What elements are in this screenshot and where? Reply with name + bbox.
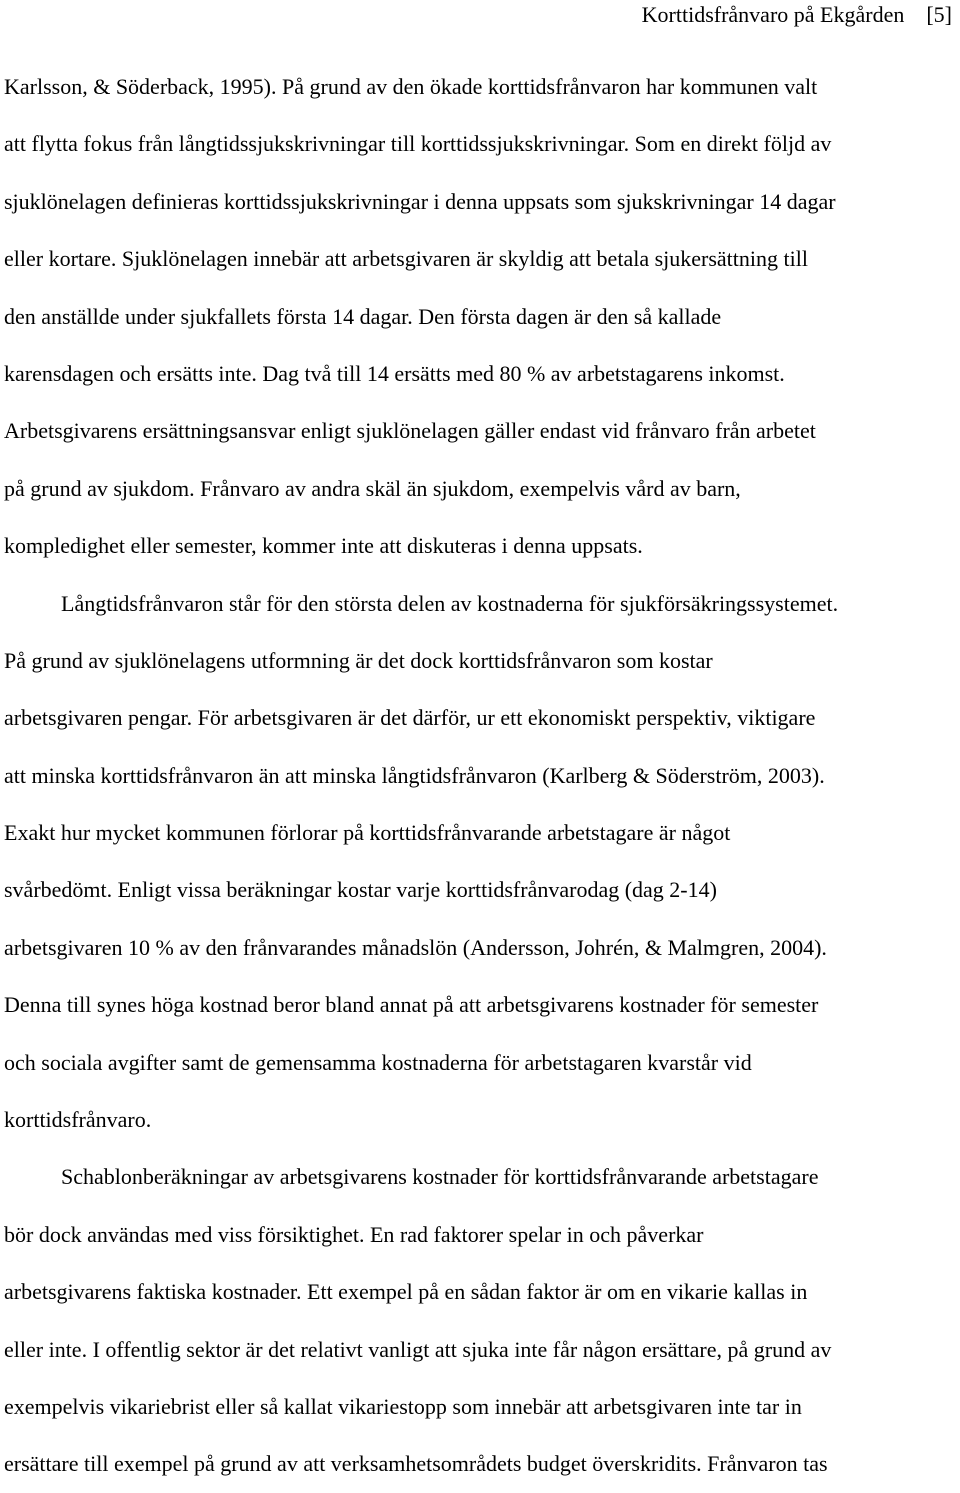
- text-line: arbetsgivaren pengar. För arbetsgivaren är det därför, ur ett ekonomiskt perspektiv, viktigare: [4, 705, 816, 731]
- text-line: eller inte. I offentlig sektor är det relativt vanligt att sjuka inte får någon ersättare, på grund av: [4, 1336, 832, 1362]
- text-line: den anställde under sjukfallets första 14 dagar. Den första dagen är den så kallade: [4, 303, 722, 329]
- text-line: exempelvis vikariebrist eller så kallat vikariestopp som innebär att arbetsgivaren inte tar in: [4, 1393, 802, 1419]
- text-line: Exakt hur mycket kommunen förlorar på korttidsfrånvarande arbetstagare är något: [4, 820, 731, 846]
- page-number: [5]: [926, 2, 952, 27]
- text-line: svårbedömt. Enligt vissa beräkningar kostar varje korttidsfrånvarodag (dag 2-14): [4, 877, 717, 903]
- text-line: arbetsgivarens faktiska kostnader. Ett exempel på en sådan faktor är om en vikarie kallas in: [4, 1279, 808, 1305]
- text-line: karensdagen och ersätts inte. Dag två till 14 ersätts med 80 % av arbetstagarens inkomst.: [4, 360, 785, 386]
- text-line: korttidsfrånvaro.: [4, 1107, 152, 1133]
- text-line: sjuklönelagen definieras korttidssjukskrivningar i denna uppsats som sjukskrivningar 14 dagar: [4, 188, 836, 214]
- text-line: att flytta fokus från långtidssjukskrivningar till korttidssjukskrivningar. Som en direkt följd av: [4, 131, 832, 157]
- text-line: ersättare till exempel på grund av att verksamhetsområdets budget överskridits. Frånvaron tas: [4, 1451, 828, 1477]
- paragraph-first-line: Långtidsfrånvaron står för den största delen av kostnaderna för sjukförsäkringssystemet.: [61, 590, 839, 616]
- text-line: bör dock användas med viss försiktighet. En rad faktorer spelar in och påverkar: [4, 1221, 704, 1247]
- text-line: att minska korttidsfrånvaron än att minska långtidsfrånvaron (Karlberg & Söderström, 2003).: [4, 762, 825, 788]
- paragraph-first-line: Schablonberäkningar av arbetsgivarens kostnader för korttidsfrånvarande arbetstagare: [61, 1164, 819, 1190]
- header-title: Korttidsfrånvaro på Ekgården: [641, 2, 905, 27]
- text-line: arbetsgivaren 10 % av den frånvarandes månadslön (Andersson, Johrén, & Malmgren, 2004).: [4, 934, 827, 960]
- text-line: eller kortare. Sjuklönelagen innebär att arbetsgivaren är skyldig att betala sjukersättning till: [4, 246, 808, 272]
- body-text: [4, 58, 956, 1493]
- text-line: Karlsson, & Söderback, 1995). På grund av den ökade korttidsfrånvaron har kommunen valt: [4, 74, 818, 99]
- running-header: [642, 0, 952, 30]
- text-line: Arbetsgivarens ersättningsansvar enligt sjuklönelagen gäller endast vid frånvaro från arbetet: [4, 418, 816, 444]
- text-line: Denna till synes höga kostnad beror bland annat på att arbetsgivarens kostnader för semester: [4, 992, 819, 1018]
- text-line: På grund av sjuklönelagens utformning är det dock korttidsfrånvaron som kostar: [4, 647, 713, 673]
- text-line: på grund av sjukdom. Frånvaro av andra skäl än sjukdom, exempelvis vård av barn,: [4, 475, 741, 501]
- text-line: och sociala avgifter samt de gemensamma kostnaderna för arbetstagaren kvarstår vid: [4, 1049, 752, 1075]
- text-line: kompledighet eller semester, kommer inte att diskuteras i denna uppsats.: [4, 533, 643, 559]
